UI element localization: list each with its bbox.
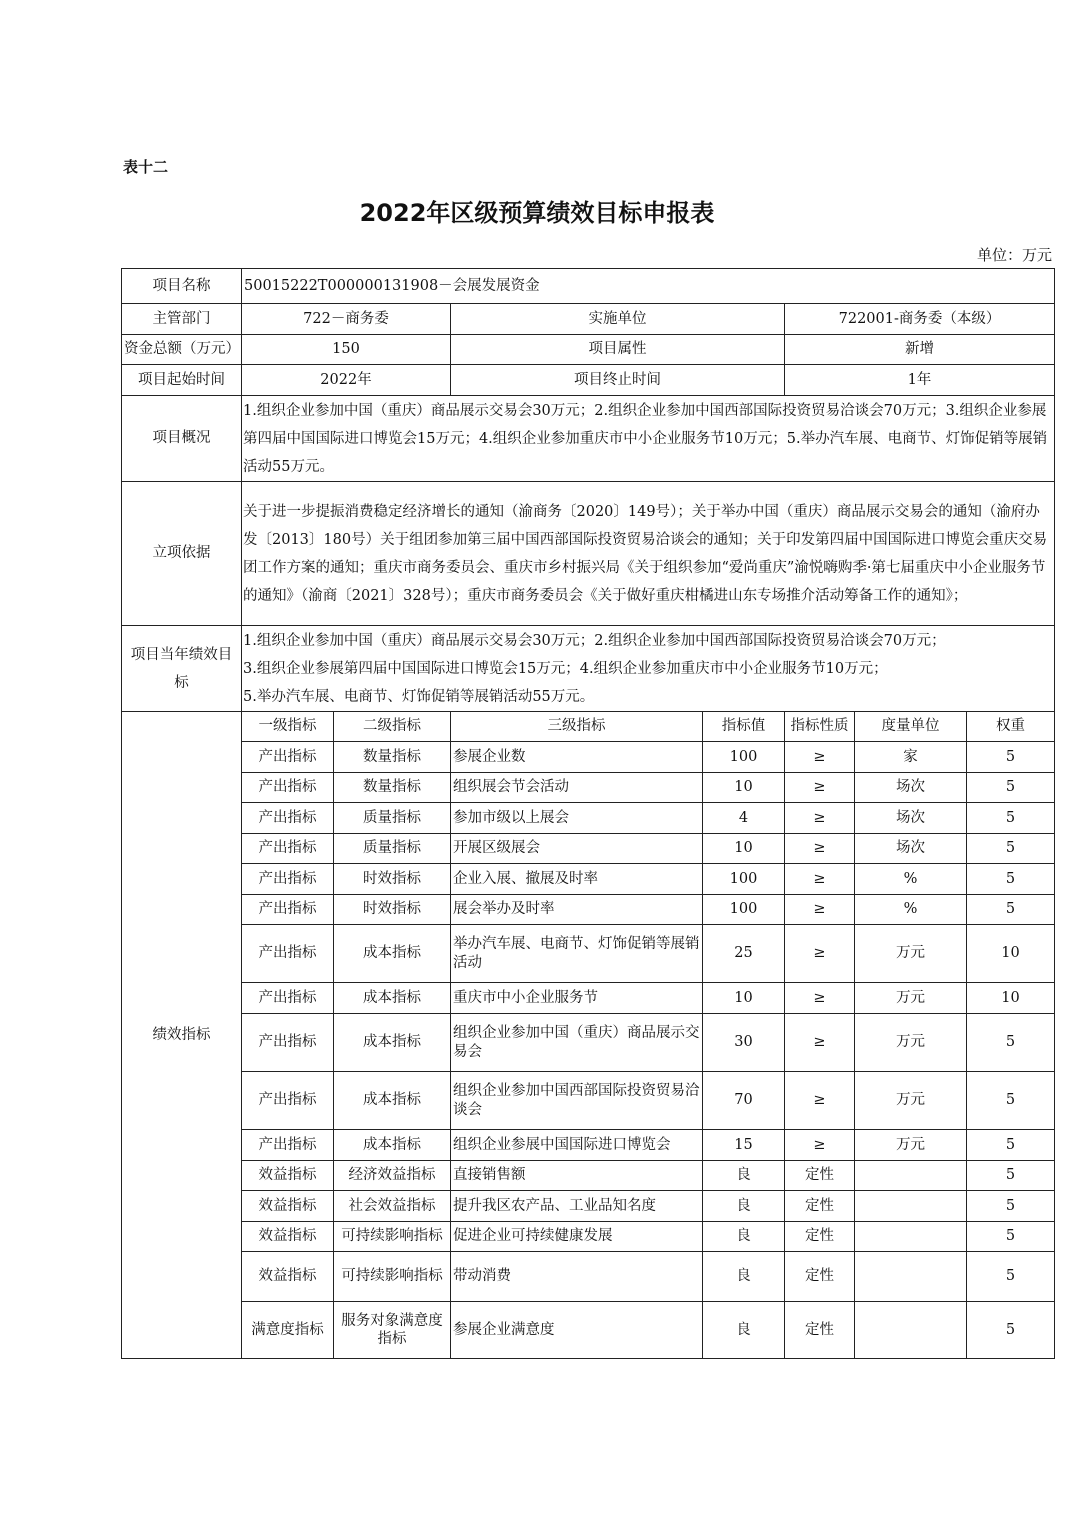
indicator-l2: 经济效益指标: [334, 1161, 451, 1191]
indicator-weight: 5: [967, 1130, 1055, 1161]
table-row: [122, 864, 1055, 895]
indicator-l2: 时效指标: [334, 864, 451, 895]
indicator-l3: 举办汽车展、电商节、灯饰促销等展销活动: [451, 925, 703, 983]
document-title: 2022年区级预算绩效目标申报表: [359, 199, 715, 227]
indicator-l1: 效益指标: [242, 1191, 334, 1222]
indicator-l1: 产出指标: [242, 1014, 334, 1072]
indicator-unit: 场次: [855, 834, 967, 864]
indicator-nature: ≥: [785, 1014, 855, 1072]
indicator-l1: 产出指标: [242, 1072, 334, 1130]
row-fund: [122, 335, 1055, 365]
indicator-l2: 成本指标: [334, 1130, 451, 1161]
table-row: [122, 1222, 1055, 1252]
indicator-l3: 组织企业参加中国西部国际投资贸易洽谈会: [451, 1072, 703, 1130]
indicator-unit: [855, 1252, 967, 1302]
indicator-weight: 5: [967, 1072, 1055, 1130]
indicator-l2: 数量指标: [334, 773, 451, 803]
indicator-l1: 产出指标: [242, 983, 334, 1014]
indicator-value: 100: [703, 895, 785, 925]
goal-line: 5.举办汽车展、电商节、灯饰促销等展销活动55万元。: [243, 688, 595, 705]
indicator-l1: 效益指标: [242, 1222, 334, 1252]
indicator-l2: 质量指标: [334, 803, 451, 834]
header-l3: 三级指标: [451, 712, 703, 742]
indicator-nature: 定性: [785, 1222, 855, 1252]
indicator-unit: %: [855, 895, 967, 925]
budget-performance-table: [121, 268, 1055, 1359]
table-row: [122, 803, 1055, 834]
indicator-nature: 定性: [785, 1161, 855, 1191]
header-nature: 指标性质: [785, 712, 855, 742]
indicator-nature: ≥: [785, 803, 855, 834]
indicator-weight: 5: [967, 1222, 1055, 1252]
header-weight: 权重: [967, 712, 1055, 742]
indicator-nature: ≥: [785, 834, 855, 864]
indicator-l2: 质量指标: [334, 834, 451, 864]
indicator-header-row: [122, 712, 1055, 742]
indicator-l3: 参展企业满意度: [451, 1302, 703, 1359]
indicator-weight: 5: [967, 1161, 1055, 1191]
indicator-unit: [855, 1161, 967, 1191]
indicator-nature: ≥: [785, 983, 855, 1014]
indicator-value: 良: [703, 1252, 785, 1302]
indicator-value: 15: [703, 1130, 785, 1161]
indicator-unit: 万元: [855, 925, 967, 983]
header-l1: 一级指标: [242, 712, 334, 742]
row-dates: [122, 365, 1055, 396]
indicator-l1: 产出指标: [242, 742, 334, 773]
indicator-l3: 带动消费: [451, 1252, 703, 1302]
indicator-l2: 成本指标: [334, 1072, 451, 1130]
indicator-unit: %: [855, 864, 967, 895]
indicator-l1: 产出指标: [242, 803, 334, 834]
header-value: 指标值: [703, 712, 785, 742]
indicator-value: 100: [703, 742, 785, 773]
indicator-l3: 组织企业参加中国（重庆）商品展示交易会: [451, 1014, 703, 1072]
indicator-l2: 可持续影响指标: [334, 1252, 451, 1302]
fund-value: 150: [242, 335, 451, 365]
indicator-l3: 开展区级展会: [451, 834, 703, 864]
indicator-l3: 组织展会节会活动: [451, 773, 703, 803]
table-row: [122, 1161, 1055, 1191]
indicator-weight: 5: [967, 895, 1055, 925]
indicator-l1: 产出指标: [242, 864, 334, 895]
start-label: 项目起始时间: [122, 365, 242, 396]
table-row: [122, 1302, 1055, 1359]
row-basis: [122, 482, 1055, 626]
project-name-label: 项目名称: [122, 269, 242, 304]
table-row: [122, 983, 1055, 1014]
indicator-unit: [855, 1191, 967, 1222]
indicator-value: 10: [703, 773, 785, 803]
indicator-unit: [855, 1222, 967, 1252]
indicator-value: 良: [703, 1222, 785, 1252]
impl-label: 实施单位: [451, 304, 785, 335]
indicator-weight: 5: [967, 1252, 1055, 1302]
indicator-value: 30: [703, 1014, 785, 1072]
indicator-weight: 5: [967, 773, 1055, 803]
table-row: [122, 773, 1055, 803]
table-row: [122, 1014, 1055, 1072]
start-value: 2022年: [242, 365, 451, 396]
goal-value: [242, 626, 1055, 712]
end-label: 项目终止时间: [451, 365, 785, 396]
indicator-value: 70: [703, 1072, 785, 1130]
end-value: 1年: [785, 365, 1055, 396]
indicator-l2: 成本指标: [334, 925, 451, 983]
indicator-l3: 参加市级以上展会: [451, 803, 703, 834]
indicator-weight: 5: [967, 864, 1055, 895]
indicator-l2: 社会效益指标: [334, 1191, 451, 1222]
indicator-l3: 展会举办及时率: [451, 895, 703, 925]
indicator-l1: 满意度指标: [242, 1302, 334, 1359]
row-goal: [122, 626, 1055, 712]
row-overview: [122, 396, 1055, 482]
goal-line: 3.组织企业参展第四届中国国际进口博览会15万元；4.组织企业参加重庆市中小企业服务节10万元；: [243, 660, 888, 677]
table-row: [122, 1191, 1055, 1222]
indicator-unit: 万元: [855, 983, 967, 1014]
indicator-weight: 10: [967, 983, 1055, 1014]
indicator-l1: 产出指标: [242, 834, 334, 864]
project-name-value: 50015222T000000131908－会展发展资金: [242, 269, 1055, 304]
indicator-weight: 5: [967, 803, 1055, 834]
indicator-unit: [855, 1302, 967, 1359]
indicator-value: 良: [703, 1191, 785, 1222]
indicator-unit: 万元: [855, 1014, 967, 1072]
dept-label: 主管部门: [122, 304, 242, 335]
indicator-value: 4: [703, 803, 785, 834]
table-row: [122, 834, 1055, 864]
goal-label: 项目当年绩效目标: [122, 626, 242, 712]
indicator-weight: 10: [967, 925, 1055, 983]
indicator-l2: 成本指标: [334, 1014, 451, 1072]
indicator-l3: 重庆市中小企业服务节: [451, 983, 703, 1014]
basis-value: 关于进一步提振消费稳定经济增长的通知（渝商务〔2020〕149号）；关于举办中国（重庆）商品展示交易会的通知（渝府办发〔2013〕180号）关于组团参加第三届中国西部国际投资贸易洽谈会的通知；关于印发第四届中国国际进口博览会重庆交易团工作方案的通知；重庆市商务委员会、重庆市乡村振兴局《关于组织参加“爱尚重庆”渝悦嗨购季·第七届重庆中小企业服务节的通知》（渝商〔2021〕328号）；重庆市商务委员会《关于做好重庆柑橘进山东专场推介活动筹备工作的通知》；: [242, 482, 1055, 626]
overview-label: 项目概况: [122, 396, 242, 482]
overview-value: 1.组织企业参加中国（重庆）商品展示交易会30万元；2.组织企业参加中国西部国际投资贸易洽谈会70万元；3.组织企业参展第四届中国国际进口博览会15万元；4.组织企业参加重庆市中小企业服务节10万元；5.举办汽车展、电商节、灯饰促销等展销活动55万元。: [242, 396, 1055, 482]
indicator-nature: 定性: [785, 1191, 855, 1222]
attr-value: 新增: [785, 335, 1055, 365]
table-row: [122, 1130, 1055, 1161]
indicator-unit: 家: [855, 742, 967, 773]
table-row: [122, 742, 1055, 773]
table-row: [122, 1252, 1055, 1302]
table-label: 表十二: [123, 158, 169, 176]
header-l2: 二级指标: [334, 712, 451, 742]
indicator-l1: 产出指标: [242, 925, 334, 983]
basis-label: 立项依据: [122, 482, 242, 626]
indicator-l1: 产出指标: [242, 773, 334, 803]
fund-label: 资金总额（万元）: [122, 335, 242, 365]
indicator-l2: 服务对象满意度指标: [334, 1302, 451, 1359]
indicator-weight: 5: [967, 834, 1055, 864]
dept-value: 722－商务委: [242, 304, 451, 335]
indicator-section-label: 绩效指标: [122, 712, 242, 1359]
table-row: [122, 895, 1055, 925]
indicator-value: 100: [703, 864, 785, 895]
indicator-l3: 参展企业数: [451, 742, 703, 773]
indicator-l2: 时效指标: [334, 895, 451, 925]
indicator-nature: ≥: [785, 925, 855, 983]
indicator-nature: ≥: [785, 773, 855, 803]
indicator-nature: ≥: [785, 895, 855, 925]
unit-label: 单位：万元: [976, 246, 1052, 264]
indicator-l2: 数量指标: [334, 742, 451, 773]
indicator-nature: ≥: [785, 864, 855, 895]
indicator-l1: 效益指标: [242, 1252, 334, 1302]
indicator-weight: 5: [967, 742, 1055, 773]
goal-line: 1.组织企业参加中国（重庆）商品展示交易会30万元；2.组织企业参加中国西部国际投资贸易洽谈会70万元；: [243, 632, 946, 649]
indicator-nature: ≥: [785, 1072, 855, 1130]
indicator-l3: 企业入展、撤展及时率: [451, 864, 703, 895]
indicator-unit: 场次: [855, 803, 967, 834]
indicator-value: 10: [703, 983, 785, 1014]
indicator-value: 良: [703, 1302, 785, 1359]
indicator-l1: 产出指标: [242, 895, 334, 925]
indicator-value: 良: [703, 1161, 785, 1191]
indicator-unit: 场次: [855, 773, 967, 803]
attr-label: 项目属性: [451, 335, 785, 365]
indicator-weight: 5: [967, 1191, 1055, 1222]
indicator-weight: 5: [967, 1302, 1055, 1359]
indicator-value: 10: [703, 834, 785, 864]
indicator-nature: 定性: [785, 1252, 855, 1302]
indicator-nature: ≥: [785, 1130, 855, 1161]
indicator-l3: 促进企业可持续健康发展: [451, 1222, 703, 1252]
indicator-l3: 提升我区农产品、工业品知名度: [451, 1191, 703, 1222]
indicator-weight: 5: [967, 1014, 1055, 1072]
table-row: [122, 925, 1055, 983]
indicator-nature: 定性: [785, 1302, 855, 1359]
row-department: [122, 304, 1055, 335]
indicator-value: 25: [703, 925, 785, 983]
indicator-unit: 万元: [855, 1072, 967, 1130]
indicator-l1: 效益指标: [242, 1161, 334, 1191]
indicator-l2: 可持续影响指标: [334, 1222, 451, 1252]
table-row: [122, 1072, 1055, 1130]
impl-value: 722001-商务委（本级）: [785, 304, 1055, 335]
header-unit: 度量单位: [855, 712, 967, 742]
indicator-unit: 万元: [855, 1130, 967, 1161]
indicator-l3: 组织企业参展中国国际进口博览会: [451, 1130, 703, 1161]
row-project-name: [122, 269, 1055, 304]
indicator-l2: 成本指标: [334, 983, 451, 1014]
indicator-l1: 产出指标: [242, 1130, 334, 1161]
indicator-l3: 直接销售额: [451, 1161, 703, 1191]
indicator-nature: ≥: [785, 742, 855, 773]
